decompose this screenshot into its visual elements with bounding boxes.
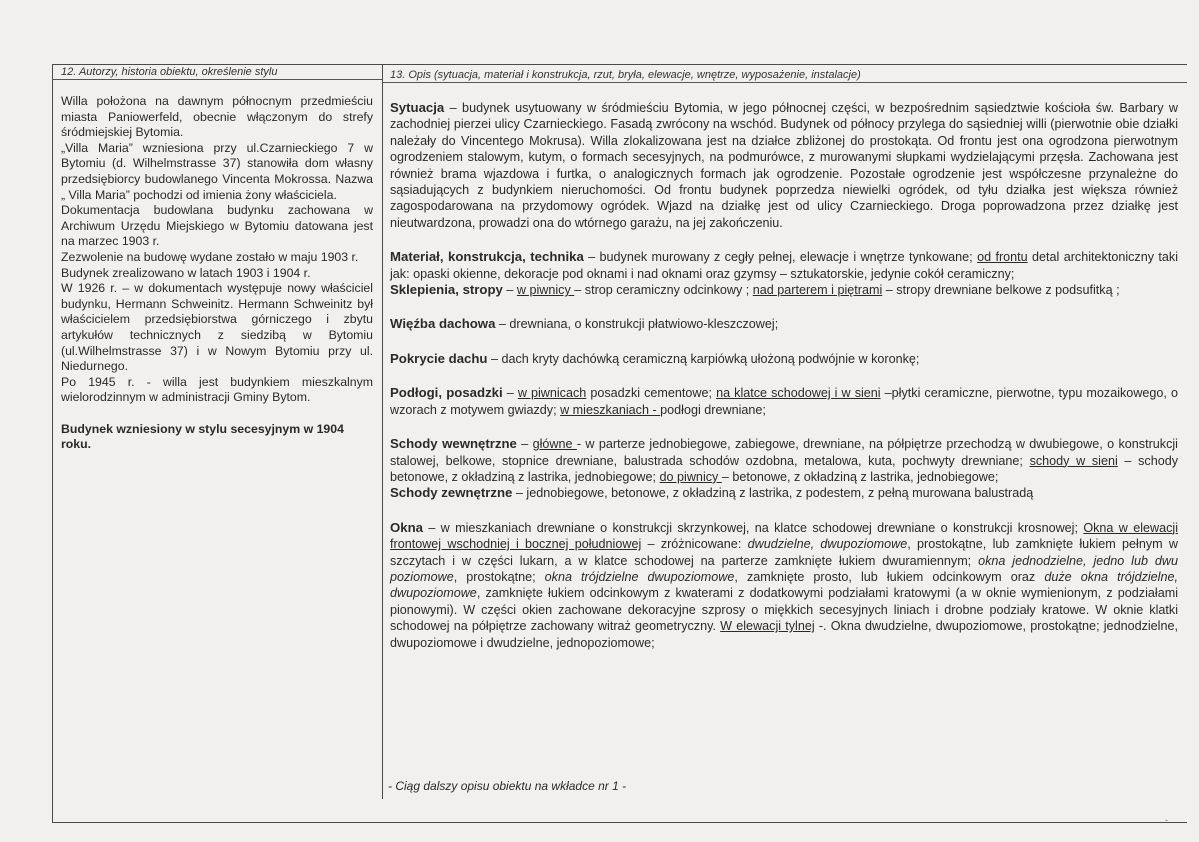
section-okna: Okna – w mieszkaniach drewniane o konstrukcji skrzynkowej, na klatce schodowej drewniane o konstrukcji krosnowej; Okna w elewacji frontowej wschodniej i bocznej południowej – zróżnicowane: dwudzielne, dwupoziomowe, prostokątne, lub zamknięte łukiem pełnym w szczytach i w części lukarn, a w klatce schodowej na parterze zamknięte łukiem dwuramiennym; okna jednodzielne, jedno lub dwu poziomowe, prostokątne; okna trójdzielne dwupoziomowe, zamknięte prosto, lub łukiem odcinkowym oraz duże okna trójdzielne, dwupoziomowe, zamknięte łukiem odcinkowym z kwaterami z dodatkowymi podziałami kratowymi (a w oknie wymienionym, z podziałami pionowymi). W części okien zachowane dekoracyjne szprosy o miękkich secesyjnych liniach i drobne podziały kratowe. W oknie klatki schodowej na półpiętrze zachowany witraż geometryczny. W elewacji tylnej -. Okna dwudzielne, dwupoziomowe, prostokątne; jednodzielne, dwupoziomowe i dwudzielne, jednopoziomowe; — [390, 519, 1178, 650]
section-wiezba: Więźba dachowa – drewniana, o konstrukcji płatwiowo-kleszczowej; — [390, 316, 779, 332]
section-heading: Podłogi, posadzki — [390, 385, 503, 401]
corner-mark: - — [1165, 815, 1168, 825]
section-heading: Materiał, konstrukcja, technika — [390, 249, 584, 265]
section-heading: Sytuacja — [390, 100, 445, 115]
continuation-note: - Ciąg dalszy opisu obiektu na wkładce nr 1 - — [388, 779, 627, 793]
left-header-rule — [52, 79, 382, 80]
history-paragraph: Po 1945 r. - willa jest budynkiem mieszkalnym wielorodzinnym w administracji Gminy Bytom. — [61, 374, 373, 405]
section-heading: Pokrycie dachu — [390, 350, 488, 366]
section-pokrycie: Pokrycie dachu – dach kryty dachówką ceramiczną karpiówką ułożoną podwójnie w koronkę; — [390, 350, 920, 366]
section-heading: Schody zewnętrzne — [390, 485, 513, 501]
history-paragraph: „Villa Maria” wzniesiona przy ul.Czarnieckiego 7 w Bytomiu (d. Wilhelmstrasse 37) stanowiła dom własny przedsiębiorcy budowlanego Vincenta Mokrossa. Nazwa „ Villa Maria” pochodzi od imienia żony właściciela. — [61, 140, 373, 202]
history-paragraph: Dokumentacja budowlana budynku zachowana w Archiwum Urzędu Miejskiego w Bytomiu datowana jest na marzec 1903 r. — [61, 203, 373, 249]
section-podlogi: Podłogi, posadzki – w piwnicach posadzki cementowe; na klatce schodowej i w sieni –płytki ceramiczne, pierwotne, typu mozaikowego, o wzorach z motywem gwiazdy; w mieszkaniach - podłogi drewniane; — [390, 385, 1178, 417]
section-heading: Więźba dachowa — [390, 316, 496, 332]
history-column — [61, 94, 373, 453]
style-statement: Budynek wzniesiony w stylu secesyjnym w 1904 roku. — [61, 421, 344, 452]
section-schody-zewnetrzne: Schody zewnętrzne – jednobiegowe, betonowe, z okładziną z lastrika, z podestem, z pełną murowana balustradą — [390, 485, 1034, 501]
frame-bottom-rule — [52, 822, 1187, 823]
section-schody-wewnetrzne: Schody wewnętrzne – główne - w parterze jednobiegowe, zabiegowe, drewniane, na półpiętrze przechodzą w dwubiegowe, o konstrukcji stalowej, belkowe, stopnice drewniane, balustrada schodów ozdobna, metalowa, kuta, pochwyty drewniane; schody w sieni – schody betonowe, z okładziną z lastrika, jednobiegowe; do piwnicy – betonowe, z okładziną z lastrika, jednobiegowe; — [390, 436, 1178, 484]
section-sklepienia: Sklepienia, stropy – w piwnicy – strop ceramiczny odcinkowy ; nad parterem i piętrami – stropy drewniane belkowe z podsufitką ; — [390, 282, 1120, 298]
section-heading: Sklepienia, stropy — [390, 282, 503, 298]
column-divider — [382, 64, 383, 799]
history-paragraph: Budynek zrealizowano w latach 1903 i 1904 r. — [61, 265, 311, 280]
section-sytuacja: Sytuacja – budynek usytuowany w śródmieściu Bytomia, w jego północnej części, w bezpośrednim sąsiedztwie kościoła św. Barbary w zachodniej pierzei ulicy Czarnieckiego. Fasadą zwrócony na wschód. Budynek od północy przylega do sąsiedniej willi (pierwotnie obie działki należały do Vincentego Mokrusa). Willa zlokalizowana jest na działce zbliżonej do prostokąta. Od frontu jest ona ogrodzona pierwotnym ogrodzeniem stalowym, kutym, o formach secesyjnych, na podmurówce, z murowanymi słupkami wydzielającymi przęsła. Zachowana jest również brama wjazdowa i furtka, o analogicznych formach jak ogrodzenie. Pozostałe ogrodzenie jest współczesne przynależne do sąsiadujących z budynkiem nieruchomości. Od frontu budynek poprzedza niewielki ogródek, od tyłu działka jest większa również zagospodarowana na przydomowy ogródek. Wjazd na działkę jest od ulicy Czarnieckiego. Droga poprowadzona przez działkę jest nieutwardzona, prowadzi ona do wtórnego garażu, na jej zakończeniu. — [390, 100, 1178, 230]
frame-left-rule — [52, 64, 53, 823]
section-heading: Okna — [390, 519, 423, 535]
frame-top-rule — [52, 64, 1187, 65]
right-section-header: 13. Opis (sytuacja, materiał i konstrukcja, rzut, bryła, elewacje, wnętrze, wyposażenie, instalacje) — [390, 69, 861, 81]
history-paragraph: Willa położona na dawnym północnym przedmieściu miasta Paniowerfeld, obecnie włączonym do strefy śródmiejskiej Bytomia. — [61, 94, 373, 140]
section-material: Materiał, konstrukcja, technika – budynek murowany z cegły pełnej, elewacje i wnętrze tynkowane; od frontu detal architektoniczny taki jak: opaski okienne, dekoracje pod oknami i nad oknami oraz gzymsy – sztukatorskie, jedynie cokół ceramiczny; — [390, 249, 1178, 281]
history-paragraph: Zezwolenie na budowę wydane zostało w maju 1903 r. — [61, 249, 359, 264]
left-section-header: 12. Autorzy, historia obiektu, określenie stylu — [61, 66, 278, 78]
description-column — [390, 100, 1178, 651]
right-header-rule — [382, 82, 1187, 83]
history-paragraph: W 1926 r. – w dokumentach występuje nowy właściciel budynku, Hermann Schweinitz. Hermann Schweinitz był właścicielem przedsiębiorstwa górniczego i zbytu artykułów technicznych z siedzibą w Bytomiu (ul.Wilhelmstrasse 37) i w Nowym Bytomiu przy ul. Niedurnego. — [61, 281, 373, 374]
section-heading: Schody wewnętrzne — [390, 436, 517, 452]
